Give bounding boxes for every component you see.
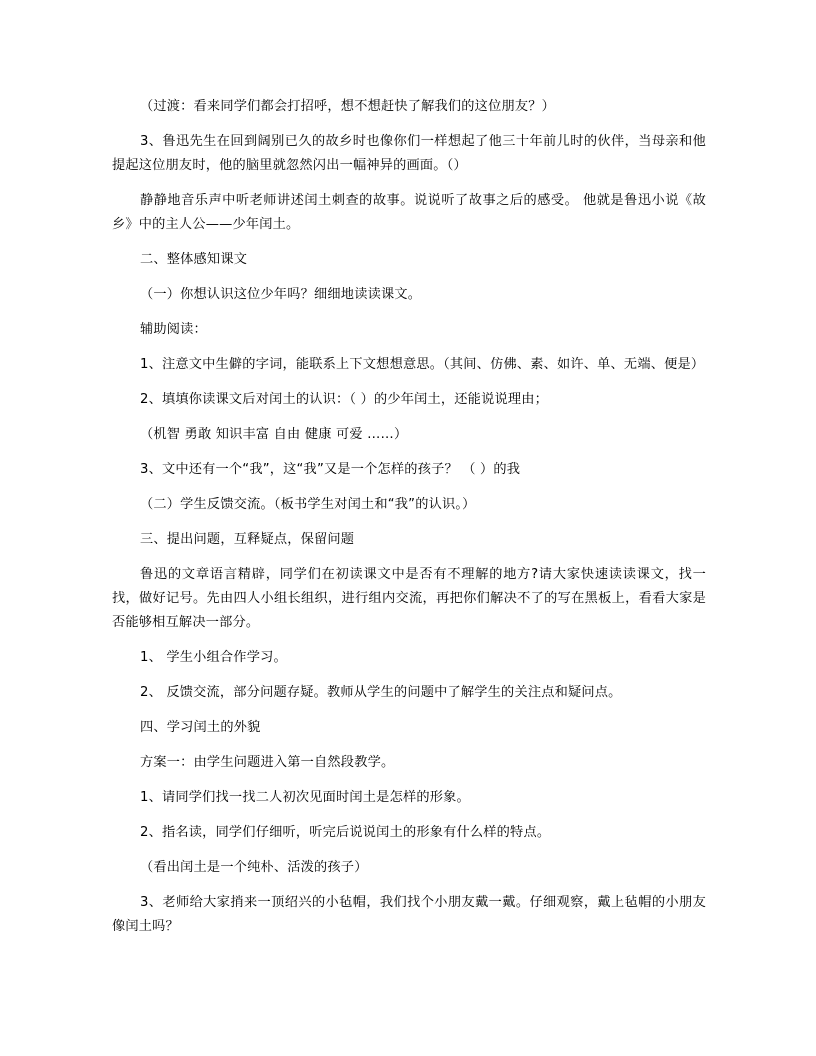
- section-heading-3: 三、提出问题，互释疑点，保留问题: [140, 532, 355, 547]
- paragraph-item-3-narrator: 3、文中还有一个“我”，这“我”又是一个怎样的孩子？ （ ）的我: [140, 462, 521, 477]
- paragraph-adjective-options: （机智 勇敢 知识丰富 自由 健康 可爱 ……）: [140, 427, 408, 442]
- paragraph-feedback: 2、 反馈交流，部分问题存疑。教师从学生的问题中了解学生的关注点和疑问点。: [140, 685, 622, 700]
- paragraph-step-3-memory: 3、鲁迅先生在回到阔别已久的故乡时也像你们一样想起了他三十年前儿时的伙伴，当母亲和他提起这位朋友时，他的脑里就忽然闪出一幅神异的画面。（）: [112, 134, 706, 173]
- paragraph-plan-step-3: 3、老师给大家捎来一顶绍兴的小毡帽，我们找个小朋友戴一戴。仔细观察，戴上毡帽的小朋友像闰土吗？: [112, 895, 706, 934]
- paragraph-item-1-vocabulary: 1、注意文中生僻的字词，能联系上下文想想意思。（其间、仿佛、素、如许、单、无端、便是）: [140, 357, 705, 372]
- section-heading-4: 四、学习闰土的外貌: [140, 720, 261, 735]
- section-heading-2: 二、整体感知课文: [140, 252, 248, 267]
- document-body: [112, 95, 706, 950]
- paragraph-plan-step-2: 2、指名读，同学们仔细听，听完后说说闰土的形象有什么样的特点。: [140, 825, 551, 840]
- paragraph-subsection-1: （一）你想认识这位少年吗？细细地读读课文。: [140, 287, 422, 302]
- paragraph-assisted-reading: 辅助阅读：: [140, 322, 207, 337]
- paragraph-group-study: 1、 学生小组合作学习。: [140, 650, 287, 665]
- paragraph-plan-one: 方案一：由学生问题进入第一自然段教学。: [140, 755, 395, 770]
- paragraph-transition-note: （过渡：看来同学们都会打招呼，想不想赶快了解我们的这位朋友？）: [140, 99, 556, 114]
- paragraph-plan-step-1: 1、请同学们找一找二人初次见面时闰土是怎样的形象。: [140, 790, 470, 805]
- paragraph-plan-note: （看出闰土是一个纯朴、活泼的孩子）: [140, 860, 368, 875]
- paragraph-subsection-2: （二）学生反馈交流。（板书学生对闰土和“我”的认识。）: [140, 497, 476, 512]
- paragraph-questions-activity: 鲁迅的文章语言精辟，同学们在初读课文中是否有不理解的地方?请大家快速读读课文，找一找，做好记号。先由四人小组长组织，进行组内交流，再把你们解决不了的写在黑板上，看看大家是否能够相互解决一部分。: [112, 567, 706, 630]
- paragraph-item-2-impression: 2、填填你读课文后对闰土的认识：（ ）的少年闰土，还能说说理由；: [140, 392, 549, 407]
- paragraph-music-story: 静静地音乐声中听老师讲述闰土刺查的故事。说说听了故事之后的感受。 他就是鲁迅小说《故乡》中的主人公——少年闰土。: [112, 193, 706, 232]
